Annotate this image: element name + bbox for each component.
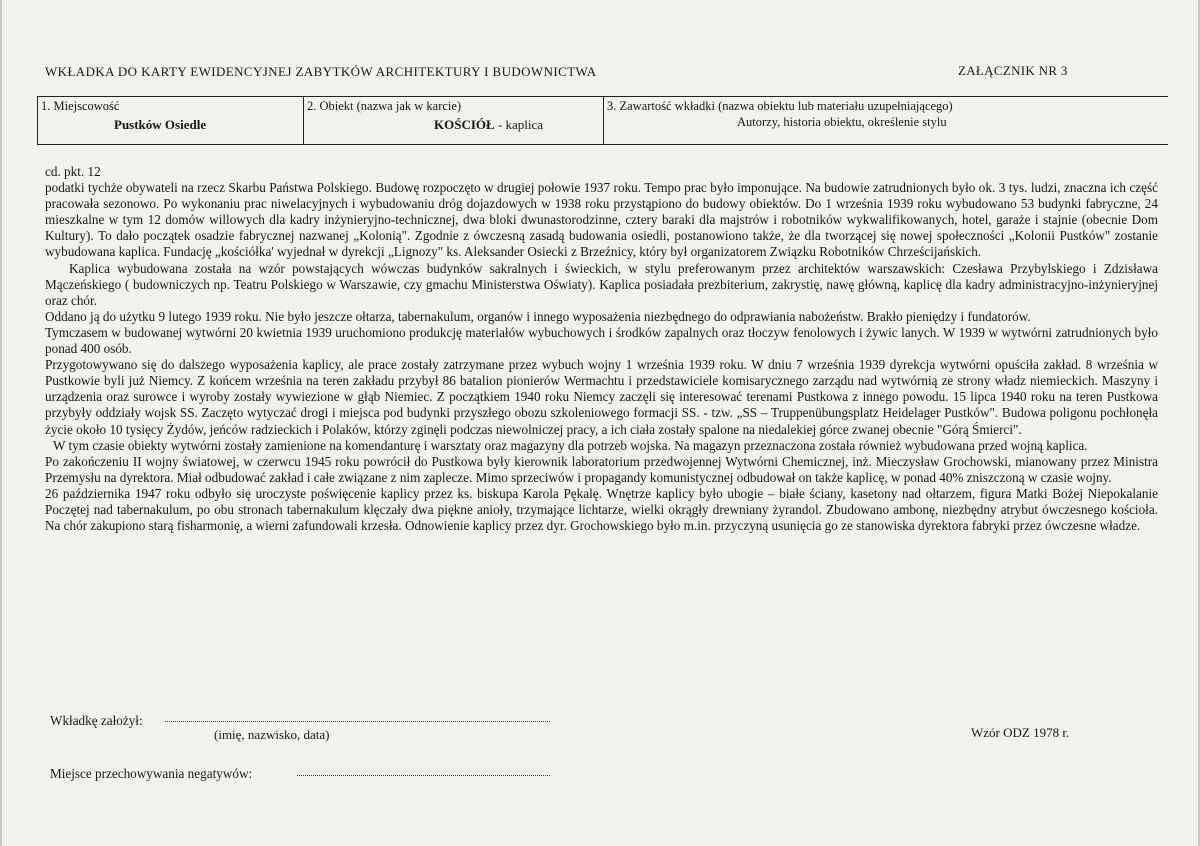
- negatives-label: Miejsce przechowywania negatywów:: [50, 766, 253, 781]
- object-cell: [303, 97, 604, 144]
- created-by-label: Wkładkę założył:: [50, 713, 143, 728]
- body-text: [45, 164, 1158, 534]
- paragraph: 26 października 1947 roku odbyło się uroczyste poświęcenie kaplicy przez ks. biskupa Karola Pękalę. Wnętrze kaplicy było ubogie – białe ściany, kasetony nad ołtarzem, figura Matki Bożej Niepokalanie Poczętej nad tabernakulum, po obu stronach tabernakulum klęczały dwa piękne anioły, trzymające lichtarze, wielki okrągły drewniany żyrandol. Zbudowano ambonę, niezbędny atrybut ówczesnego kościoła. Na chór zakupiono starą fisharmonię, a wierni zafundowali krzesła. Odnowienie kaplicy przez dyr. Grochowskiego było m.in. przyczyną usunięcia go ze stanowiska dyrektora fabryki przez ówczesne władze.: [45, 485, 1158, 534]
- object-label: 2. Obiekt (nazwa jak w karcie): [307, 99, 462, 113]
- object-value-main: KOŚCIÓŁ: [434, 117, 495, 132]
- object-value-sub: - kaplica: [494, 117, 544, 132]
- paragraph: Przygotowywano się do dalszego wyposażenia kaplicy, ale prace zostały zatrzymane przez wybuch wojny 1 września 1939 roku. W dniu 7 września 1939 dyrekcja wytwórni opuściła zakład. 8 września w Pustkowie byli już Niemcy. Z końcem września na teren zakładu przybył 86 batalion pionierów Wermachtu i przedstawiciele komisarycznego zarządu nad wytwórnią ze strony władz niemieckich. Maszyny i urządzenia oraz surowce i wyroby zostały wywiezione w głąb Niemiec. Z początkiem 1940 roku Niemcy zaczęli się interesować terenami Pustkowa z innego powodu. 15 lipca 1940 roku na teren Pustkowa przybyły oddziały wojsk SS. Zaczęto wytyczać drogi i miejsca pod budynki przyszłego obozu szkoleniowego formacji SS. - tzw. „SS – Truppenübungsplatz Heidelager Pustków". Budowa poligonu pochłonęła życie około 10 tysięcy Żydów, jeńców radzieckich i Polaków, którzy zginęli podczas niewolniczej pracy, a ich ciała zostały spalone na niedalekiej górce zwanej obecnie "Górą Śmierci".: [45, 357, 1158, 437]
- header-fields-box: [37, 96, 1168, 145]
- paragraph: Po zakończeniu II wojny światowej, w czerwcu 1945 roku powrócił do Pustkowa były kierownik laboratorium przedwojennej Wytwórni Chemicznej, inż. Mieczysław Grochowski, mianowany przez Ministra Przemysłu na dyrektora. Miał odbudować zakład i całe związane z nim zaplecze. Mimo sprzeciwów i propagandy komunistycznej odbudował on także kaplicę, w ponad 40% zniszczoną w czasie wojny.: [45, 453, 1158, 485]
- locality-value: Pustków Osiedle: [114, 117, 207, 132]
- contents-label: 3. Zawartość wkładki (nazwa obiektu lub materiału uzupełniającego): [607, 99, 953, 113]
- locality-label: 1. Miejscowość: [41, 99, 120, 113]
- locality-cell: [37, 97, 304, 144]
- form-title: WKŁADKA DO KARTY EWIDENCYJNEJ ZABYTKÓW ARCHITEKTURY I BUDOWNICTWA: [45, 64, 597, 79]
- paragraph: W tym czasie obiekty wytwórni zostały zamienione na komendanturę i warsztaty oraz magazyny dla potrzeb wojska. Na magazyn przeznaczona została również wybudowana przed wojną kaplica.: [53, 437, 1088, 453]
- created-by-hint: (imię, nazwisko, data): [214, 727, 330, 742]
- paragraph: Tymczasem w budowanej wytwórni 20 kwietnia 1939 uruchomiono produkcję materiałów wybuchowych i środków zapalnych oraz tłoczyw fenolowych i żywic lanych. W 1939 w wytwórni zatrudnionych było ponad 400 osób.: [45, 324, 1158, 357]
- annex-number: ZAŁĄCZNIK NR 3: [958, 63, 1068, 78]
- object-value: [434, 117, 543, 133]
- paragraph: cd. pkt. 12: [45, 164, 101, 179]
- form-model: Wzór ODZ 1978 r.: [971, 725, 1070, 740]
- paragraph: podatki tychże obywateli na rzecz Skarbu Państwa Polskiego. Budowę rozpoczęto w drugiej połowie 1937 roku. Tempo prac było imponujące. Na budowie zatrudnionych było ok. 3 tys. ludzi, znaczna ich część pracowała sezonowo. Po wykonaniu prac niwelacyjnych i wybudowaniu dróg dojazdowych w 1938 roku przystąpiono do budowy obiektów. Do 1 września 1939 roku wybudowano 53 budynki fabryczne, 24 mieszkalne w tym 12 domów willowych dla kadry inżynieryjno-technicznej, dwa bloki dwunastorodzinne, cztery baraki dla majstrów i robotników wykwalifikowanych, hotel, garaże i stajnie (obecnie Dom Kultury). To dało początek osadzie fabrycznej nazwanej „Kolonią". Zgodnie z ówczesną zasadą budowania osiedli, postanowiono także, że dla tworzącej się nowej społeczności „Kolonii Pustków" zostanie wybudowana kaplica. Fundację „kościółka' wyjednał w dyrekcji „Lignozy" ks. Aleksander Osiecki z Brzeźnicy, który był organizatorem Związku Robotników Chrześcijańskich.: [45, 180, 1158, 260]
- contents-value: Autorzy, historia obiektu, określenie stylu: [737, 115, 947, 129]
- paragraph: Oddano ją do użytku 9 lutego 1939 roku. Nie było jeszcze ołtarza, tabernakulum, organów i innego wyposażenia niezbędnego do odprawiania nabożeństw. Brakło pieniędzy i fundatorów.: [45, 308, 1031, 324]
- negatives-field[interactable]: [297, 763, 550, 776]
- created-by-field[interactable]: [165, 709, 550, 722]
- contents-cell: [603, 97, 1169, 144]
- paragraph: Kaplica wybudowana została na wzór powstających wówczas budynków sakralnych i świeckich, w stylu preferowanym przez architektów warszawskich: Czesława Przybylskiego i Zdzisława Mączeńskiego ( budowniczych np. Teatru Polskiego w Warszawie, czy gmachu Ministerstwa Oświaty). Kaplica posiadała prezbiterium, zakrystię, nawę główną, kaplicę dla kadry administracyjno-inżynieryjnej oraz chór.: [45, 260, 1158, 308]
